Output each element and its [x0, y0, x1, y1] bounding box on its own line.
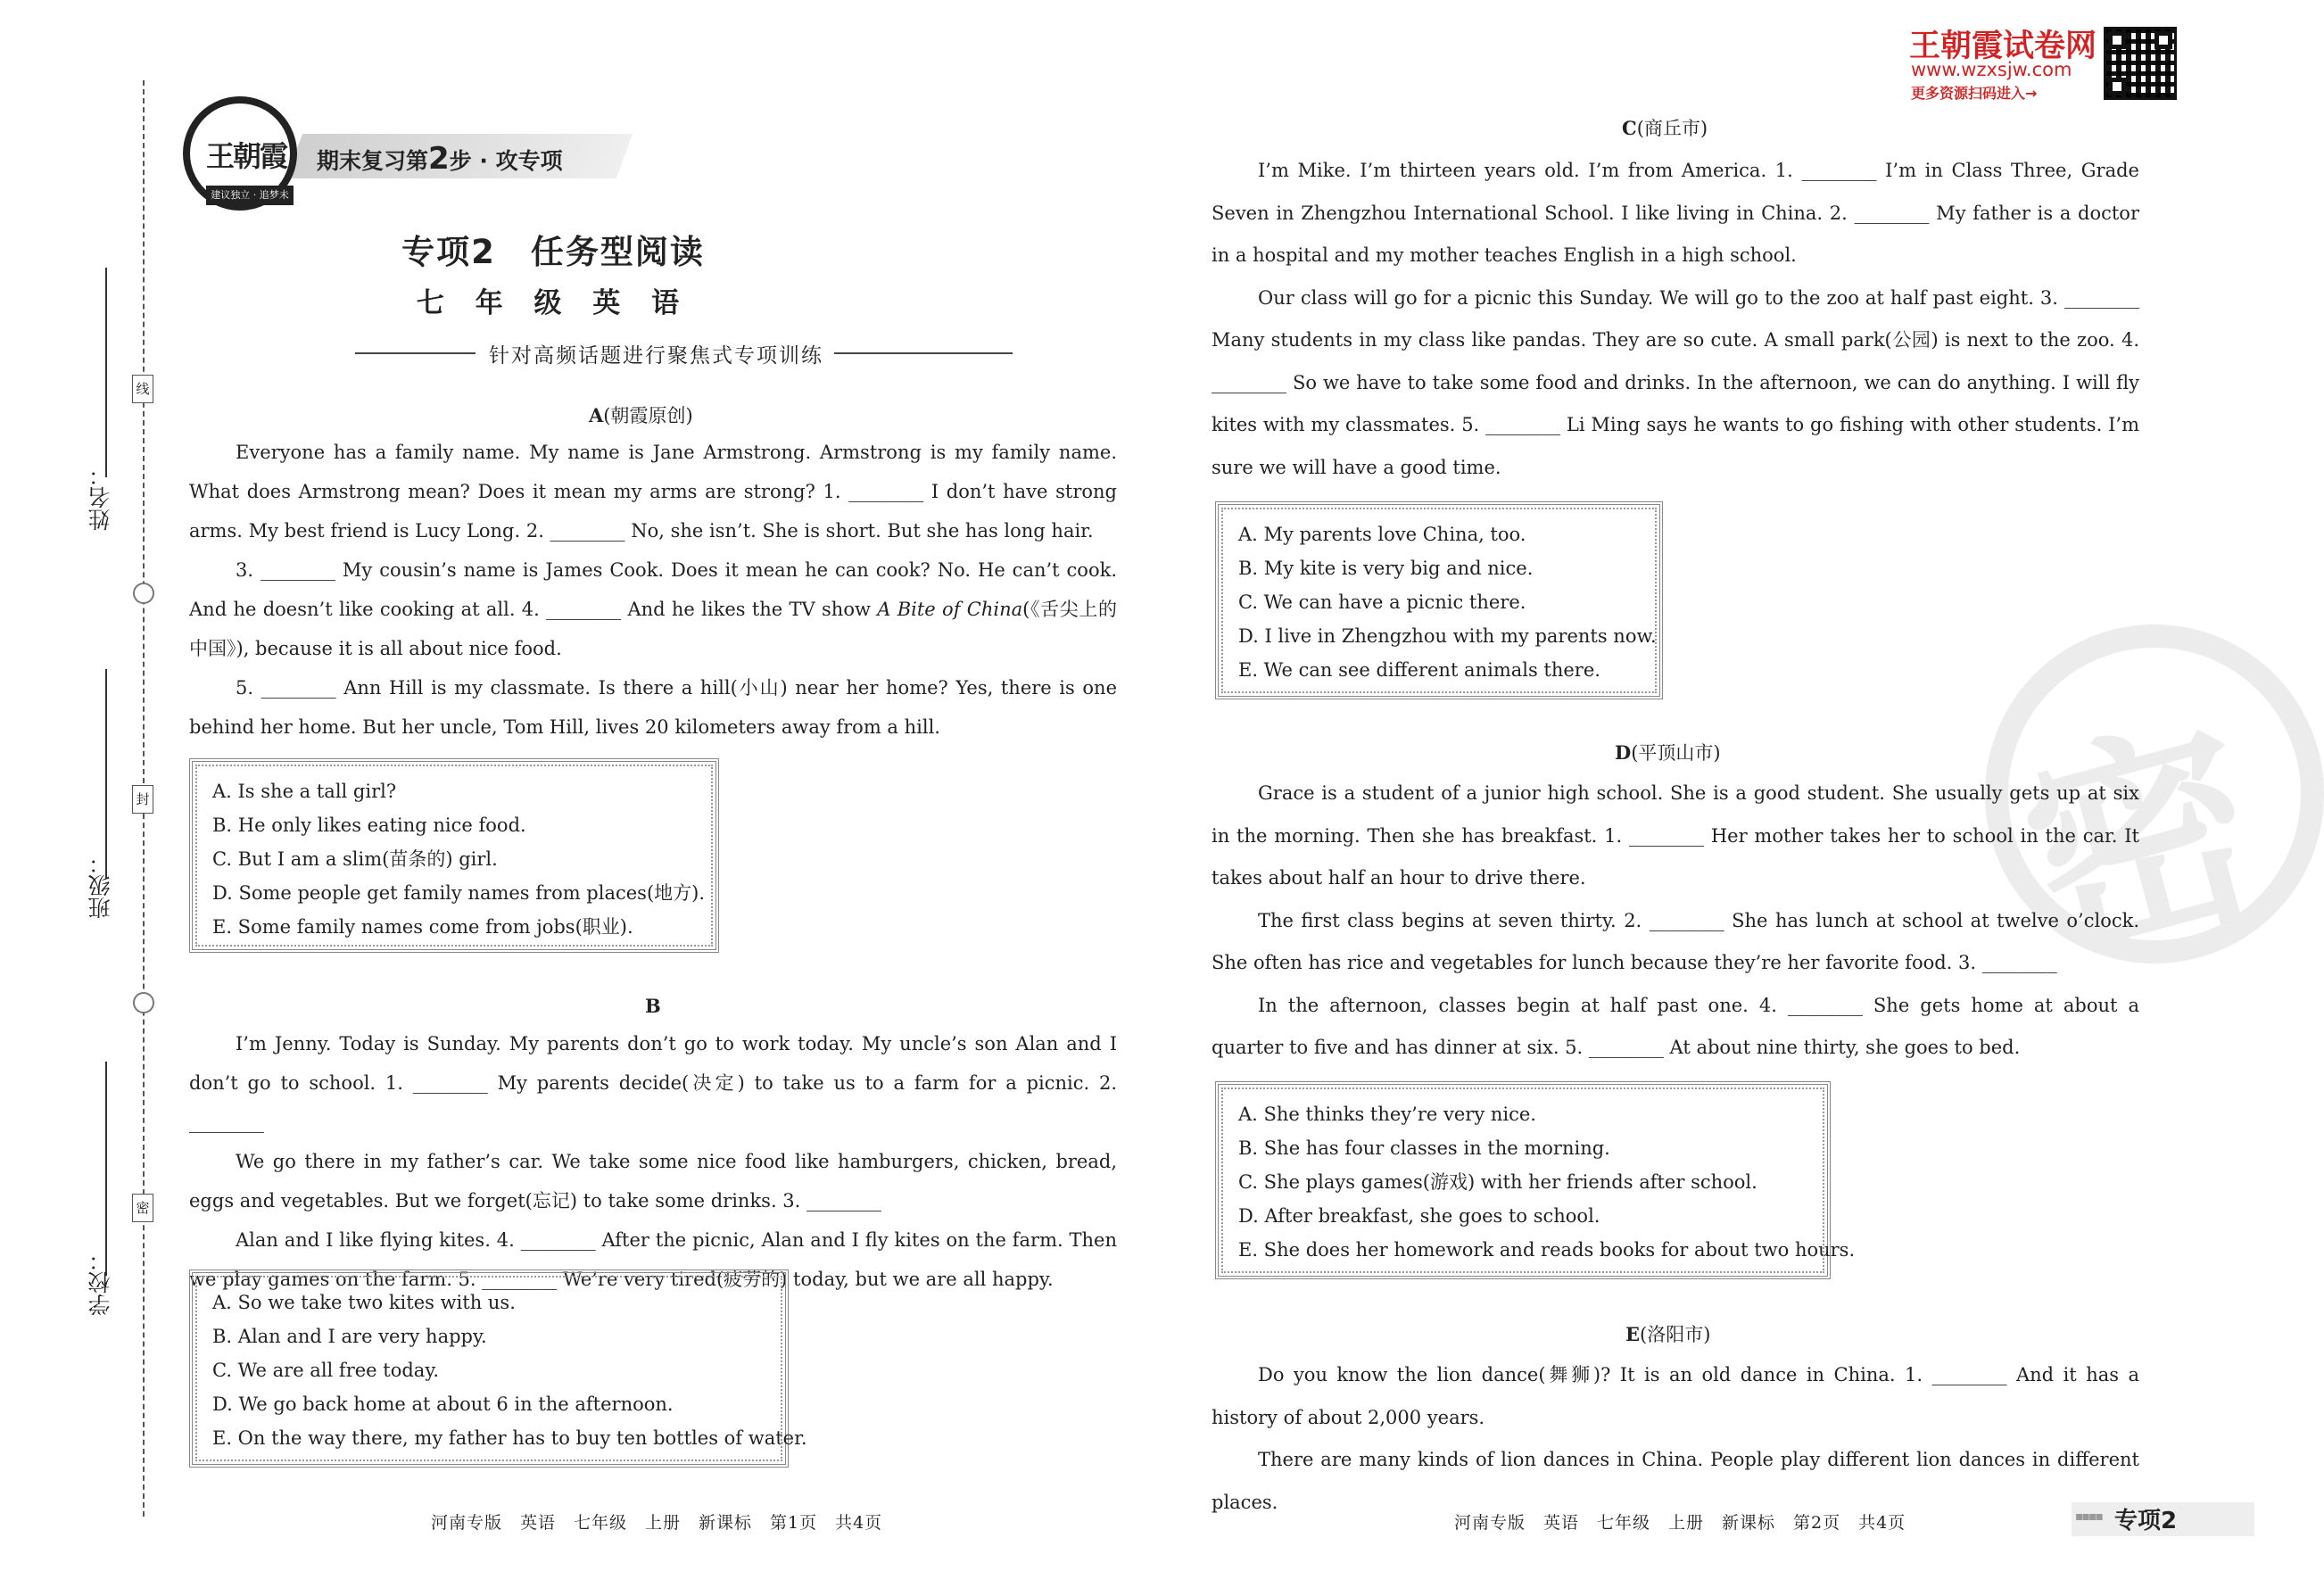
section-d-para-2: The first class begins at seven thirty. 2. ________ She has lunch at school at twelve o’clock. She often has rice and vegetables for lunch because they’re her favorite food. 3. ________ [1212, 909, 2139, 973]
section-a-para-3: 5. ________ Ann Hill is my classmate. Is there a hill(小山) near her home? Yes, there is one behind her home. But her uncle, Tom Hill, lives 20 kilometers away from a hill. [189, 677, 1117, 738]
option-item: E. She does her homework and reads books for about two hours. [1238, 1239, 1856, 1261]
school-label: 学校： [87, 1249, 113, 1316]
option-item: D. Some people get family names from places(地方). [212, 882, 706, 904]
tab-dots: ▪▪▪▪ [2075, 1509, 2102, 1524]
tagline-rule-left [355, 352, 476, 354]
option-item: A. She thinks they’re very nice. [1238, 1104, 1536, 1125]
section-b-para-3: Alan and I like flying kites. 4. ________ After the picnic, Alan and I fly kites on the farm. Then we play games on the farm. 5. ________ We’re very tired(疲劳的) today, but we are all happy. [189, 1229, 1117, 1290]
footer-right: 河南专版 英语 七年级 上册 新课标 第2页 共4页 [1454, 1513, 1906, 1533]
section-c-title: C(商丘市) [1622, 117, 1708, 139]
section-b-para-2: We go there in my father’s car. We take some nice food like hamburgers, chicken, bread, eggs and vegetables. But we forget(忘记) to take some drinks. 3. ________ [189, 1151, 1117, 1211]
option-item: C. We are all free today. [212, 1360, 440, 1381]
school-blank-line [105, 1062, 107, 1276]
option-item: A. Is she a tall girl? [212, 781, 397, 802]
option-item: A. So we take two kites with us. [212, 1292, 516, 1313]
option-item: B. She has four classes in the morning. [1238, 1137, 1610, 1159]
option-item: B. He only likes eating nice food. [212, 815, 526, 836]
option-item: C. We can have a picnic there. [1238, 591, 1526, 613]
section-a-passage [189, 433, 1117, 747]
option-item: C. She plays games(游戏) with her friends after school. [1238, 1171, 1757, 1193]
section-d-para-3: In the afternoon, classes begin at half past one. 4. ________ She gets home at about a quarter to five and has dinner at six. 5. ________ At about nine thirty, she goes to bed. [1212, 994, 2139, 1058]
section-c-passage [1212, 150, 2139, 489]
logo-ribbon: 建议独立 · 追梦未来 [206, 186, 294, 205]
publisher-logo [183, 96, 297, 220]
section-e-para-2: There are many kinds of lion dances in China. People play different lion dances in different places. [1212, 1449, 2139, 1513]
option-item: E. We can see different animals there. [1238, 659, 1600, 681]
section-a-options [189, 758, 719, 953]
brand-more-link: 更多资源扫码进入→ [1911, 85, 2038, 102]
option-item: B. Alan and I are very happy. [212, 1326, 487, 1347]
section-d-title: D(平顶山市) [1615, 741, 1721, 764]
section-a-title: A(朝霞原创) [589, 404, 693, 426]
section-c-para-2: Our class will go for a picnic this Sunday. We will go to the zoo at half past eight. 3. ________ Many students in my class like pandas. They are so cute. A small park(公园) is next to the zoo. 4. ________ So we have to take some food and drinks. In the afternoon, we can do anything. I will fly kites with my classmates. 5. ________ Li Ming says he wants to go fishing with other students. I’m sure we will have a good time. [1212, 286, 2139, 478]
tagline-rule-right [834, 352, 1013, 354]
class-blank-line [105, 669, 107, 879]
section-e-title: E(洛阳市) [1625, 1323, 1711, 1345]
section-b-para-1: I’m Jenny. Today is Sunday. My parents don’t go to work today. My uncle’s son Alan and I don’t go to school. 1. ________ My parents decide(决定) to take us to a farm for a picnic. 2. ________ [189, 1033, 1117, 1133]
class-label: 班级： [87, 852, 113, 919]
option-item: B. My kite is very big and nice. [1238, 558, 1534, 579]
option-item: C. But I am a slim(苗条的) girl. [212, 848, 498, 870]
seal-char-secret: 密 [132, 1194, 153, 1222]
seal-char-seal: 封 [132, 785, 153, 814]
qr-code-icon[interactable] [2104, 27, 2177, 100]
section-b-options [189, 1269, 807, 1468]
watermark-char: 密 [2000, 689, 2283, 998]
option-item: E. Some family names come from jobs(职业). [212, 916, 633, 938]
page-subtitle: 七 年 级 英 语 [416, 287, 691, 319]
section-c-para-1: I’m Mike. I’m thirteen years old. I’m from America. 1. ________ I’m in Class Three, Grade Seven in Zhengzhou International School. I like living in China. 2. ________ My father is a doctor in a hospital and my mother teaches English in a high school. [1212, 160, 2139, 266]
option-item: E. On the way there, my father has to buy ten bottles of water. [212, 1427, 807, 1449]
seal-dot [133, 583, 154, 604]
banner-text: 期末复习第2步 · 攻专项 [317, 141, 563, 177]
option-item: D. After breakfast, she goes to school. [1238, 1205, 1600, 1227]
footer-left: 河南专版 英语 七年级 上册 新课标 第1页 共4页 [431, 1513, 883, 1533]
seal-dot [133, 992, 154, 1013]
section-a-para-1: Everyone has a family name. My name is Jane Armstrong. Armstrong is my family name. What does Armstrong mean? Does it mean my arms are strong? 1. ________ I don’t have strong arms. My best friend is Lucy Long. 2. ________ No, she isn’t. She is short. But she has long hair. [189, 442, 1117, 542]
brand-name: 王朝霞试卷网 [1909, 29, 2097, 64]
brand-url: www.wzxsjw.com [1911, 59, 2072, 80]
section-c-options [1215, 501, 1663, 699]
section-d-options [1215, 1081, 1856, 1279]
section-e-para-1: Do you know the lion dance(舞狮)? It is an old dance in China. 1. ________ And it has a history of about 2,000 years. [1212, 1364, 2139, 1428]
section-b-passage [189, 1024, 1117, 1299]
seal-char-line: 线 [132, 375, 153, 403]
option-item: A. My parents love China, too. [1238, 524, 1526, 545]
section-a-para-2: 3. ________ My cousin’s name is James Cook. Does it mean he can cook? No. He can’t cook. And he doesn’t like cooking at all. 4. ________ And he likes the TV show A Bite of China(《舌尖上的中国》), because it is all about nice food. [189, 559, 1117, 659]
option-item: D. I live in Zhengzhou with my parents now. [1238, 625, 1657, 647]
name-label: 姓名： [87, 464, 113, 531]
section-b-title: B [645, 995, 661, 1017]
page-title: 专项2 任务型阅读 [401, 233, 705, 271]
tagline: 针对高频话题进行聚焦式专项训练 [489, 344, 823, 368]
option-item: D. We go back home at about 6 in the afternoon. [212, 1393, 674, 1415]
logo-text: 王朝霞 [206, 139, 287, 173]
section-tab-label: 专项2 [2114, 1508, 2178, 1534]
section-d-para-1: Grace is a student of a junior high school. She is a good student. She usually gets up at six in the morning. Then she has breakfast. 1. ________ Her mother takes her to school in the car. It takes about half an hour to drive there. [1212, 782, 2139, 889]
section-d-passage [1212, 773, 2139, 1070]
section-e-passage [1212, 1354, 2139, 1524]
